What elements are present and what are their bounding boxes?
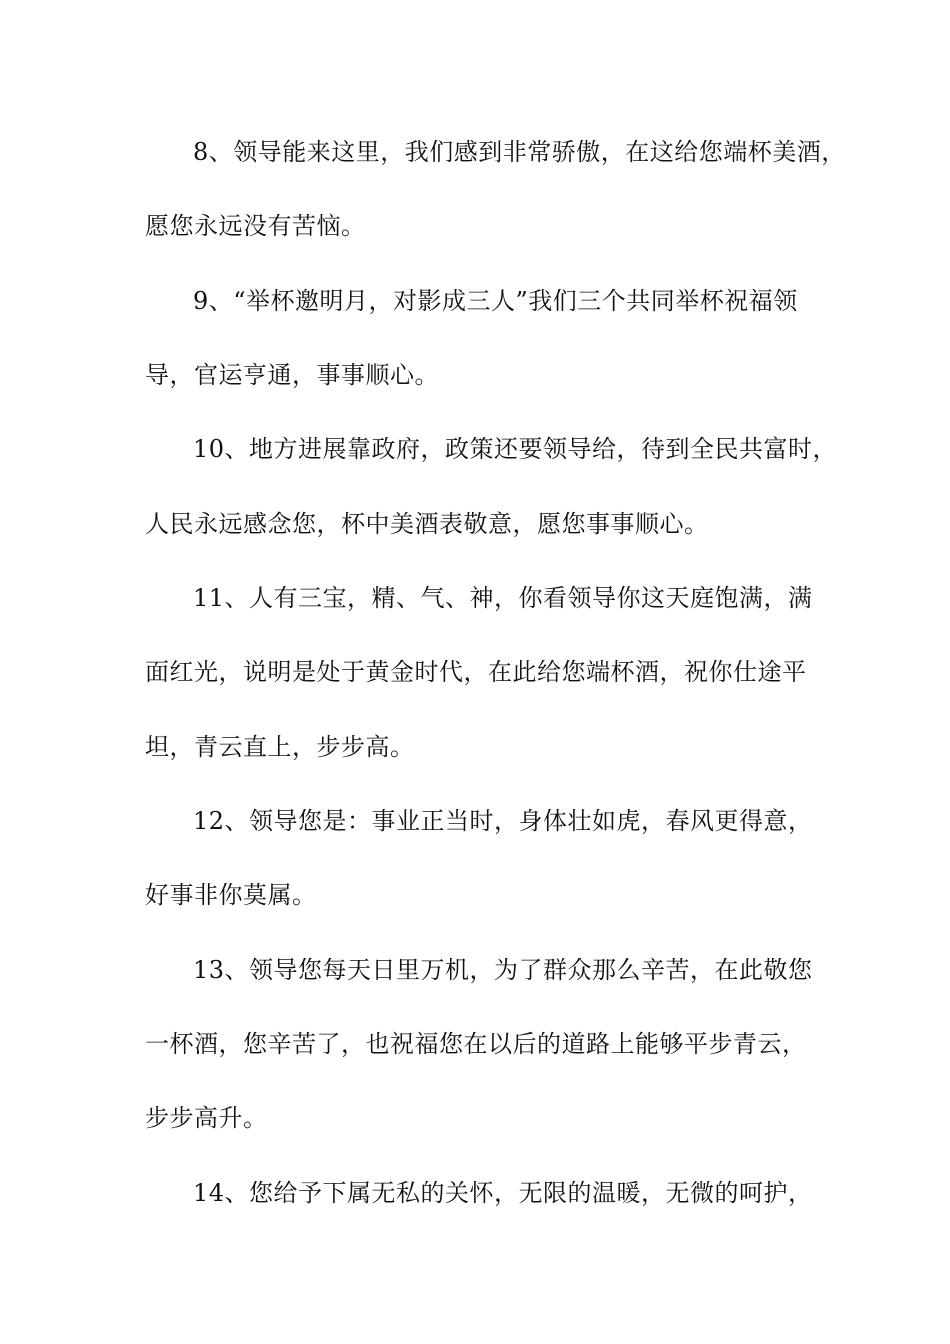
paragraph-8-line-2: 愿您永远没有苦恼。 xyxy=(145,212,366,240)
paragraph-11-line-3: 坦，青云直上，步步高。 xyxy=(145,733,415,761)
paragraph-10-line-2: 人民永远感念您，杯中美酒表敬意，愿您事事顺心。 xyxy=(145,510,709,538)
paragraph-11-line-2: 面红光，说明是处于黄金时代，在此给您端杯酒，祝你仕途平 xyxy=(145,658,807,686)
paragraph-13-line-1: 13、领导您每天日里万机，为了群众那么辛苦，在此敬您 xyxy=(193,956,813,984)
paragraph-11-line-1: 11、人有三宝，精、气、神，你看领导你这天庭饱满，满 xyxy=(193,584,813,612)
paragraph-10-line-1: 10、地方进展靠政府，政策还要领导给，待到全民共富时， xyxy=(193,435,838,463)
paragraph-9-line-2: 导，官运亨通，事事顺心。 xyxy=(145,361,439,389)
paragraph-12-line-1: 12、领导您是：事业正当时，身体壮如虎，春风更得意， xyxy=(193,807,813,835)
paragraph-8-line-1: 8、领导能来这里，我们感到非常骄傲，在这给您端杯美酒， xyxy=(193,138,846,166)
paragraph-13-line-3: 步步高升。 xyxy=(145,1104,268,1132)
paragraph-13-line-2: 一杯酒，您辛苦了，也祝福您在以后的道路上能够平步青云， xyxy=(145,1030,807,1058)
paragraph-12-line-2: 好事非你莫属。 xyxy=(145,881,317,909)
paragraph-9-line-1: 9、“举杯邀明月，对影成三人”我们三个共同举杯祝福领 xyxy=(193,287,798,315)
paragraph-14-line-1: 14、您给予下属无私的关怀，无限的温暖，无微的呵护， xyxy=(193,1179,813,1207)
